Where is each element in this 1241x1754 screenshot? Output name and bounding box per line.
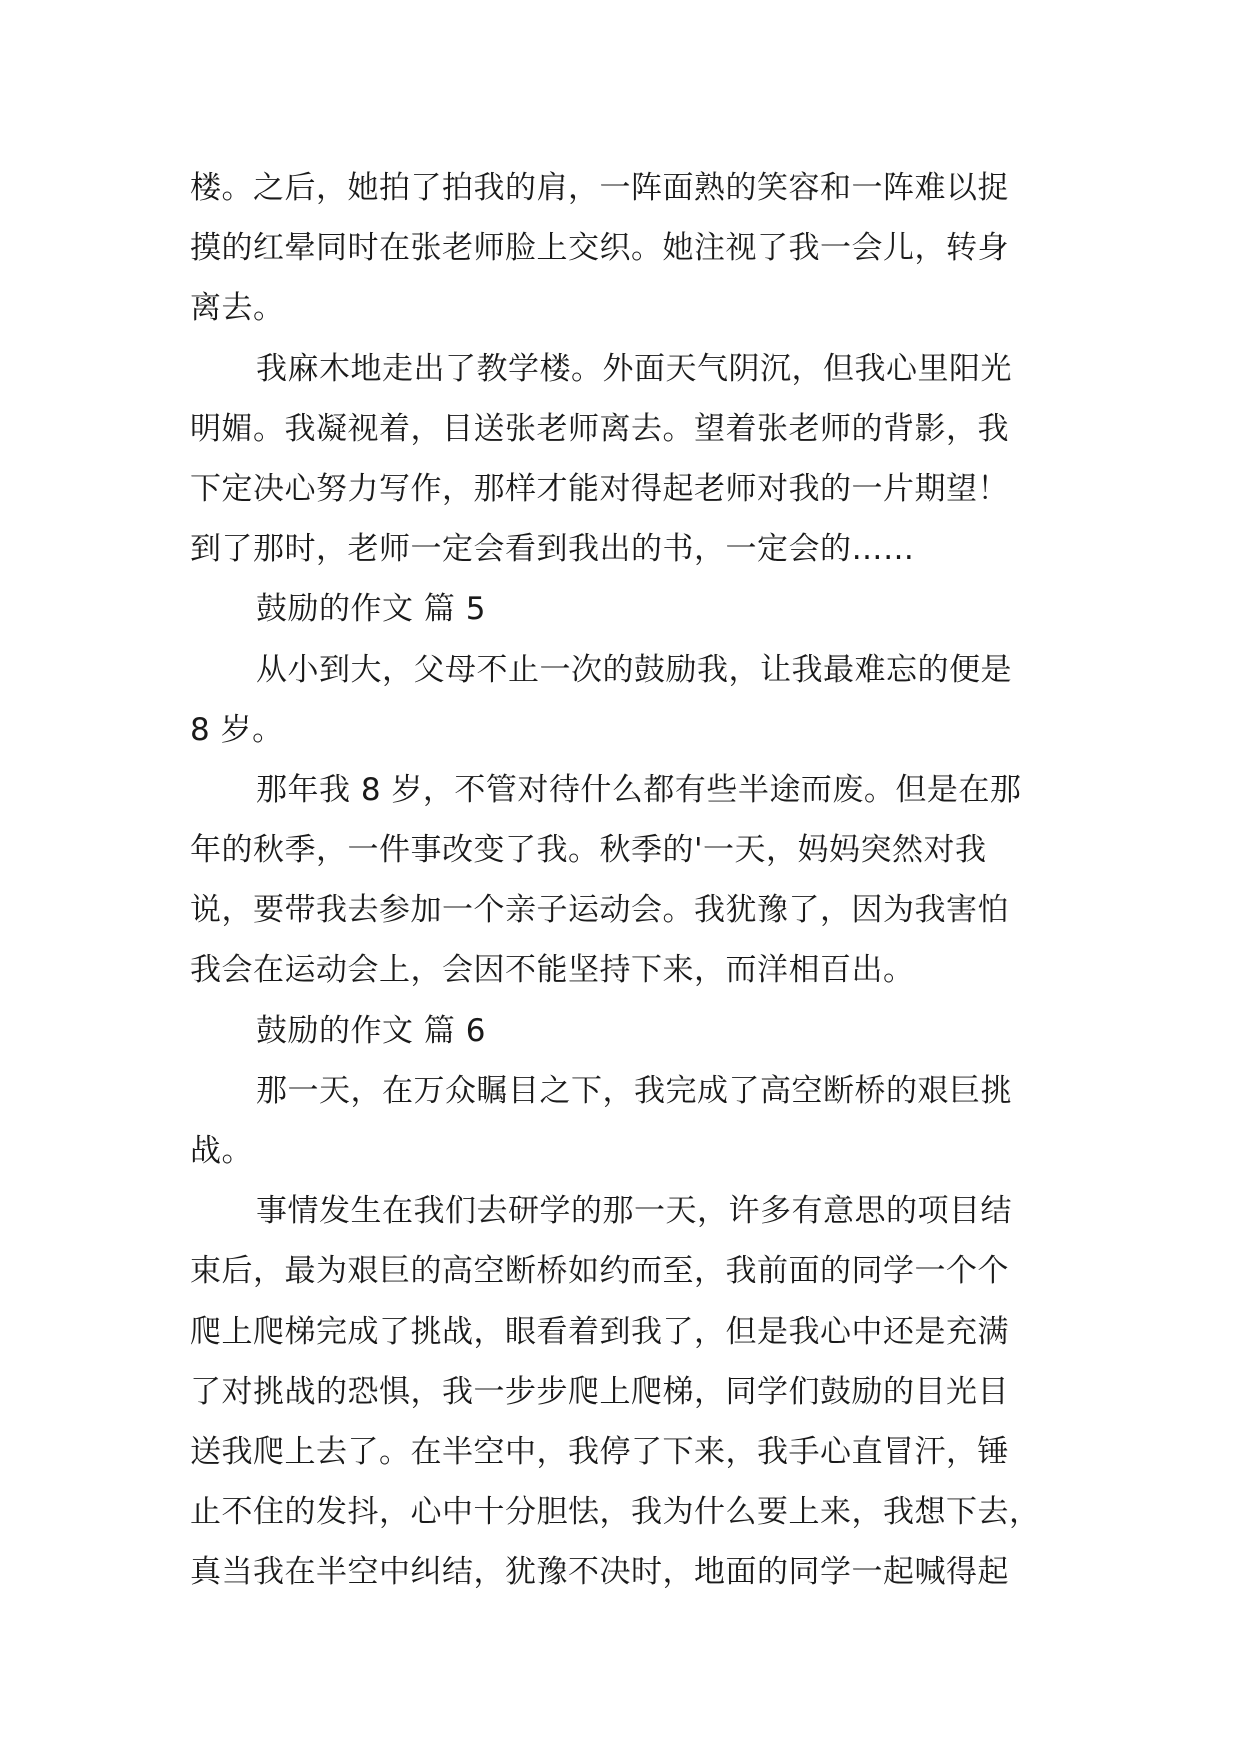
text-line: 真当我在半空中纠结，犹豫不决时，地面的同学一起喊得起 [190, 1554, 1009, 1591]
text-line: 止不住的发抖，心中十分胆怯，我为什么要上来，我想下去， [190, 1494, 1041, 1531]
paragraph-first-line: 我麻木地走出了教学楼。外面天气阴沉，但我心里阳光 [256, 350, 1012, 387]
section-heading: 鼓励的作文 篇 5 [256, 591, 486, 628]
paragraph-first-line: 那年我 8 岁，不管对待什么都有些半途而废。但是在那 [256, 771, 1022, 808]
text-line: 明媚。我凝视着，目送张老师离去。望着张老师的背影，我 [190, 410, 1009, 447]
text-line: 了对挑战的恐惧，我一步步爬上爬梯，同学们鼓励的目光目 [190, 1373, 1009, 1410]
text-line: 到了那时，老师一定会看到我出的书，一定会的…… [190, 531, 915, 568]
text-line: 爬上爬梯完成了挑战，眼看着到我了，但是我心中还是充满 [190, 1313, 1009, 1350]
paragraph-first-line: 从小到大，父母不止一次的鼓励我，让我最难忘的便是 [256, 651, 1012, 688]
text-line: 年的秋季，一件事改变了我。秋季的'一天，妈妈突然对我 [190, 832, 987, 869]
text-line: 离去。 [190, 290, 285, 327]
text-line: 送我爬上去了。在半空中，我停了下来，我手心直冒汗，锤 [190, 1433, 1009, 1470]
text-line: 楼。之后，她拍了拍我的肩，一阵面熟的笑容和一阵难以捉 [190, 170, 1009, 206]
paragraph-first-line: 事情发生在我们去研学的那一天，许多有意思的项目结 [256, 1193, 1012, 1230]
text-line: 8 岁。 [190, 711, 284, 748]
text-line: 束后，最为艰巨的高空断桥如约而至，我前面的同学一个个 [190, 1253, 1009, 1290]
text-line: 摸的红晕同时在张老师脸上交织。她注视了我一会儿，转身 [190, 230, 1009, 267]
section-heading: 鼓励的作文 篇 6 [256, 1012, 486, 1049]
text-line: 我会在运动会上，会因不能坚持下来，而洋相百出。 [190, 952, 915, 989]
text-line: 说，要带我去参加一个亲子运动会。我犹豫了，因为我害怕 [190, 892, 1009, 929]
text-line: 战。 [190, 1133, 253, 1169]
essay-text-block [190, 158, 1070, 1603]
paragraph-first-line: 那一天，在万众瞩目之下，我完成了高空断桥的艰巨挑 [256, 1072, 1012, 1109]
text-line: 下定决心努力写作，那样才能对得起老师对我的一片期望！ [190, 470, 1009, 507]
